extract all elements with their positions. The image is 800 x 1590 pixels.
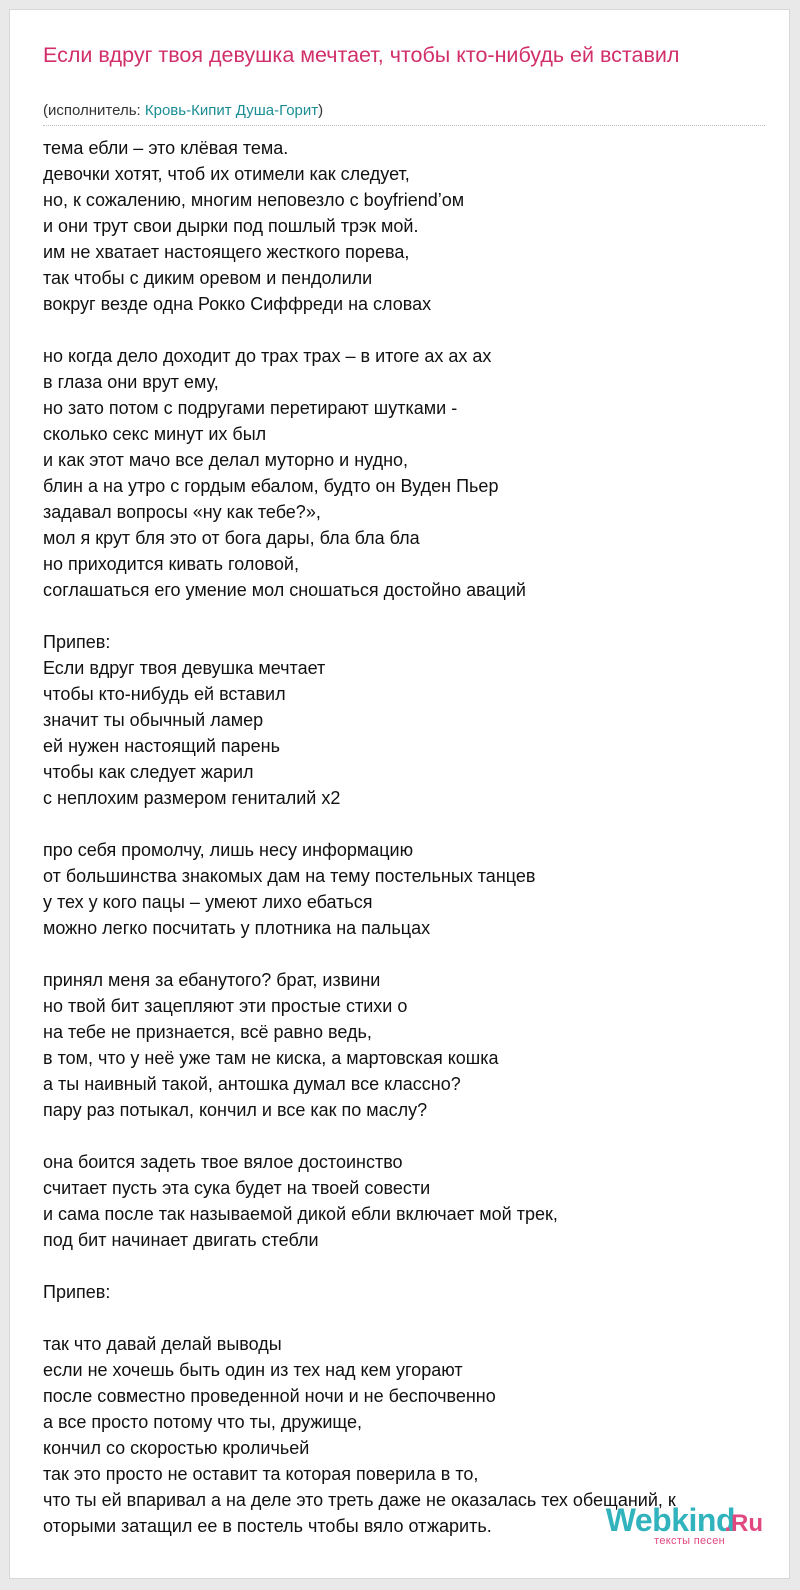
lyric-line: но когда дело доходит до трах трах – в итоге ах ах ах (43, 346, 492, 366)
divider (43, 125, 765, 126)
lyric-line: а все просто потому что ты, дружище, (43, 1412, 363, 1432)
song-title: Если вдруг твоя девушка мечтает, чтобы кто-нибудь ей вставил (43, 43, 680, 67)
lyric-blank-line (43, 941, 783, 967)
lyric-line: принял меня за ебанутого? брат, извини (43, 970, 381, 990)
lyric-line: так это просто не оставит та которая поверила в то, (43, 1464, 479, 1484)
lyric-line: чтобы как следует жарил (43, 762, 254, 782)
lyric-blank-line (43, 1253, 783, 1279)
lyric-line: значит ты обычный ламер (43, 710, 264, 730)
lyric-line: на тебе не признается, всё равно ведь, (43, 1022, 372, 1042)
lyric-line: тема ебли – это клёвая тема. (43, 138, 289, 158)
lyric-line: но зато потом с подругами перетирают шутками - (43, 398, 458, 418)
lyric-blank-line (43, 1305, 783, 1331)
artist-line (43, 102, 323, 120)
lyric-line: соглашаться его умение мол сношаться достойно аваций (43, 580, 526, 600)
lyric-line: но приходится кивать головой, (43, 554, 299, 574)
site-logo[interactable] (563, 1496, 763, 1556)
logo-name: Webkind (605, 1502, 735, 1538)
lyric-line: ей нужен настоящий парень (43, 736, 280, 756)
lyric-line: девочки хотят, чтоб их отимели как следует, (43, 164, 410, 184)
lyric-line: и сама после так называемой дикой ебли включает мой трек, (43, 1204, 558, 1224)
lyric-line: у тех у кого пацы – умеют лихо ебаться (43, 892, 373, 912)
lyric-line: про себя промолчу, лишь несу информацию (43, 840, 414, 860)
lyric-line: и они трут свои дырки под пошлый трэк мой. (43, 216, 419, 236)
lyric-line: с неплохим размером гениталий х2 (43, 788, 341, 808)
lyric-line: от большинства знакомых дам на тему постельных танцев (43, 866, 536, 886)
lyric-line: им не хватает настоящего жесткого порева, (43, 242, 410, 262)
lyric-line: Припев: (43, 1282, 111, 1302)
artist-link[interactable]: Кровь-Кипит Душа-Горит (144, 102, 319, 119)
lyric-line: но твой бит зацепляют эти простые стихи о (43, 996, 408, 1016)
lyric-line: Если вдруг твоя девушка мечтает (43, 658, 326, 678)
artist-prefix: (исполнитель: (43, 102, 145, 119)
lyric-line: кончил со скоростью кроличьей (43, 1438, 310, 1458)
lyric-line: мол я крут бля это от бога дары, бла бла бла (43, 528, 420, 548)
lyric-blank-line (43, 811, 783, 837)
lyric-blank-line (43, 1123, 783, 1149)
lyric-line: сколько секс минут их был (43, 424, 267, 444)
lyric-blank-line (43, 603, 783, 629)
lyric-line: в глаза они врут ему, (43, 372, 219, 392)
logo-tld: .Ru (724, 1510, 763, 1537)
lyric-line: а ты наивный такой, антошка думал все классно? (43, 1074, 461, 1094)
lyric-line: пару раз потыкал, кончил и все как по маслу? (43, 1100, 428, 1120)
lyric-line: чтобы кто-нибудь ей вставил (43, 684, 286, 704)
lyric-line: так что давай делай выводы (43, 1334, 282, 1354)
lyric-line: задавал вопросы «ну как тебе?», (43, 502, 321, 522)
lyric-line: вокруг везде одна Рокко Сиффреди на словах (43, 294, 432, 314)
lyric-line: если не хочешь быть один из тех над кем угорают (43, 1360, 463, 1380)
lyric-line: под бит начинает двигать стебли (43, 1230, 319, 1250)
lyric-line: что ты ей впаривал а на деле это треть даже не оказалась тех обещаний, к (43, 1490, 676, 1510)
lyric-line: можно легко посчитать у плотника на пальцах (43, 918, 431, 938)
lyrics-page (9, 9, 790, 1579)
lyric-line: считает пусть эта сука будет на твоей совести (43, 1178, 431, 1198)
lyric-line: она боится задеть твое вялое достоинство (43, 1152, 403, 1172)
lyric-line: Припев: (43, 632, 111, 652)
lyric-line: в том, что у неё уже там не киска, а мартовская кошка (43, 1048, 499, 1068)
artist-suffix: ) (318, 102, 324, 119)
lyrics-text (43, 135, 783, 1539)
lyric-blank-line (43, 317, 783, 343)
logo-tagline: тексты песен (654, 1535, 725, 1547)
lyric-line: оторыми затащил ее в постель чтобы вяло отжарить. (43, 1516, 492, 1536)
lyric-line: но, к сожалению, многим неповезло с boyfriend’ом (43, 190, 465, 210)
lyric-line: и как этот мачо все делал муторно и нудно, (43, 450, 409, 470)
lyric-line: так чтобы с диким оревом и пендолили (43, 268, 373, 288)
lyric-line: после совместно проведенной ночи и не беспочвенно (43, 1386, 496, 1406)
lyric-line: блин а на утро с гордым ебалом, будто он Вуден Пьер (43, 476, 499, 496)
